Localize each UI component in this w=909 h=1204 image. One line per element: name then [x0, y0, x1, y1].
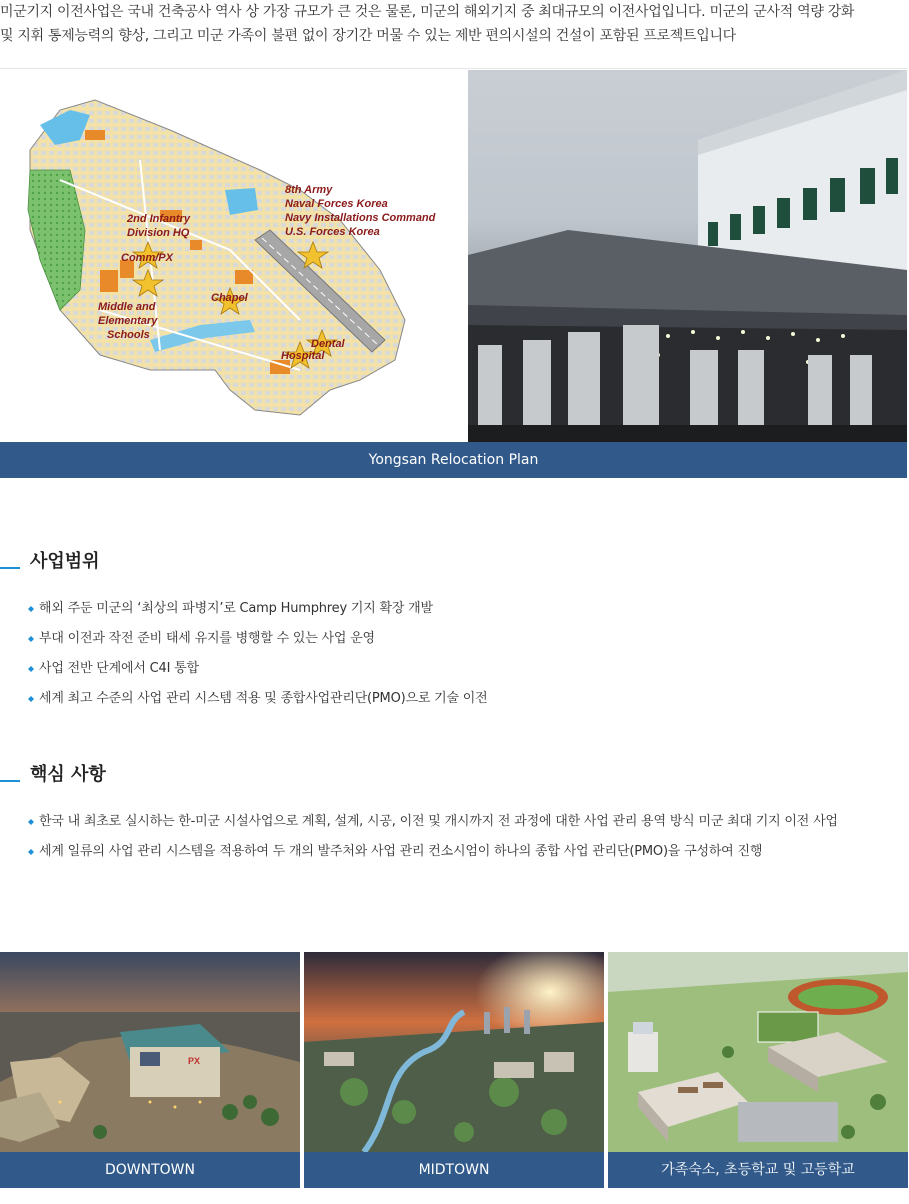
housing-school-illustration	[608, 952, 908, 1152]
core-title	[0, 761, 909, 789]
list-item-text: 해외 주둔 미군의 ‘최상의 파병지’로 Camp Humphrey 기지 확장 개발	[39, 601, 433, 616]
building-illustration	[468, 70, 907, 442]
relocation-plan-figure	[0, 68, 907, 477]
list-item	[0, 624, 909, 654]
px-sign: PX	[188, 1056, 201, 1066]
list-item-text: 세계 최고 수준의 사업 관리 시스템 적용 및 종합사업관리단(PMO)으로 기술 이전	[39, 691, 488, 706]
rendering-gallery	[0, 952, 909, 1188]
map-label-navy-cmd: Navy Installations Command	[285, 212, 436, 224]
bullet-diamond-icon	[28, 666, 34, 672]
list-item	[0, 837, 909, 867]
headquarters-building-photo	[468, 70, 907, 442]
map-label-schools: Schools	[107, 329, 150, 341]
map-label-dental: Dental	[311, 338, 345, 350]
family-housing-caption: 가족숙소, 초등학교 및 고등학교	[608, 1152, 908, 1188]
midtown-caption: MIDTOWN	[304, 1152, 604, 1188]
bullet-diamond-icon	[28, 819, 34, 825]
core-section	[0, 761, 909, 867]
downtown-illustration	[0, 952, 300, 1152]
scope-section	[0, 548, 909, 714]
list-item-text: 한국 내 최초로 실시하는 한-미군 시설사업으로 계획, 설계, 시공, 이전 및 개시까지 전 과정에 대한 사업 관리 용역 방식 미군 최대 기지 이전 사업	[39, 814, 838, 829]
bullet-diamond-icon	[28, 849, 34, 855]
list-item	[0, 807, 909, 837]
midtown-rendering-image	[304, 952, 604, 1152]
core-title-text: 핵심 사항	[30, 764, 106, 785]
gallery-item-downtown	[0, 952, 300, 1188]
list-item	[0, 594, 909, 624]
list-item-text: 세계 일류의 사업 관리 시스템을 적용하여 두 개의 발주처와 사업 관리 컨소시엄이 하나의 종합 사업 관리단(PMO)을 구성하여 진행	[39, 844, 763, 859]
downtown-rendering-image	[0, 952, 300, 1152]
title-accent-bar	[0, 780, 20, 782]
map-label-hospital: Hospital	[281, 350, 325, 362]
map-label-division: Division HQ	[127, 227, 190, 239]
map-label-elementary: Elementary	[98, 315, 158, 327]
intro-line-2: 및 지휘 통제능력의 향상, 그리고 미군 가족이 불편 없이 장기간 머물 수 있는 제반 편의시설의 건설이 포함된 프로젝트입니다	[0, 28, 736, 44]
map-label-army: 8th Army	[285, 184, 333, 196]
relocation-plan-caption: Yongsan Relocation Plan	[0, 442, 907, 478]
base-map-illustration	[0, 70, 468, 442]
bullet-diamond-icon	[28, 636, 34, 642]
core-list	[0, 807, 909, 867]
title-accent-bar	[0, 567, 20, 569]
base-map-image	[0, 70, 468, 442]
map-label-comm: Comm/PX	[121, 252, 173, 264]
list-item	[0, 684, 909, 714]
map-label-naval: Naval Forces Korea	[285, 198, 388, 210]
map-label-middle: Middle and	[98, 301, 156, 313]
map-label-infantry: 2nd Infantry	[127, 213, 190, 225]
list-item	[0, 654, 909, 684]
intro-text	[0, 0, 909, 48]
map-label-chapel: Chapel	[211, 292, 248, 304]
family-housing-rendering-image	[608, 952, 908, 1152]
map-label-usfk: U.S. Forces Korea	[285, 226, 380, 238]
midtown-illustration	[304, 952, 604, 1152]
downtown-caption: DOWNTOWN	[0, 1152, 300, 1188]
scope-title	[0, 548, 909, 576]
scope-list	[0, 594, 909, 714]
gallery-item-midtown	[304, 952, 604, 1188]
list-item-text: 사업 전반 단계에서 C4I 통합	[39, 661, 199, 676]
scope-title-text: 사업범위	[30, 551, 100, 572]
list-item-text: 부대 이전과 작전 준비 태세 유지를 병행할 수 있는 사업 운영	[39, 631, 375, 646]
bullet-diamond-icon	[28, 696, 34, 702]
intro-line-1: 미군기지 이전사업은 국내 건축공사 역사 상 가장 규모가 큰 것은 물론, 미군의 해외기지 중 최대규모의 이전사업입니다. 미군의 군사적 역량 강화	[0, 4, 855, 20]
gallery-item-family-housing	[608, 952, 908, 1188]
bullet-diamond-icon	[28, 606, 34, 612]
